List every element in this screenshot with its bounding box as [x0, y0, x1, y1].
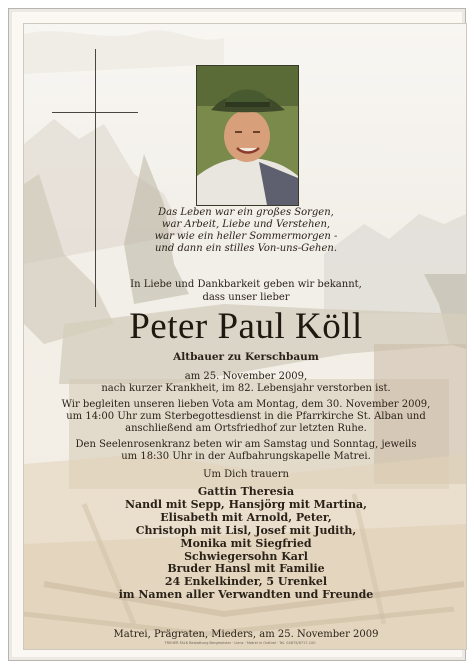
poem	[9, 207, 474, 255]
announcement-intro	[9, 279, 474, 304]
family-line: 24 Enkelkinder, 5 Urenkel	[164, 575, 328, 589]
family-list	[9, 486, 474, 602]
poem-line: war wie ein heller Sommermorgen -	[154, 231, 338, 242]
deceased-title: Altbauer zu Kerschbaum	[173, 351, 319, 363]
deceased-name: Peter Paul Köll	[129, 306, 363, 347]
family-line: Gattin Theresia	[197, 485, 295, 498]
death-notice-line: am 25. November 2009,	[184, 371, 308, 382]
death-notice-line: nach kurzer Krankheit, im 82. Lebensjahr verstorben ist.	[101, 383, 391, 394]
intro-line: In Liebe und Dankbarkeit geben wir bekannt,	[130, 279, 362, 290]
obituary-card	[8, 8, 466, 661]
printer-imprint: TREHER FALK Bestattung Bergmeister · Lienz · Matrei in Osttirol · Tel. 04875/6717-100	[164, 641, 316, 645]
poem-line: war Arbeit, Liebe und Verstehen,	[161, 219, 331, 230]
place-and-date: Matrei, Prägraten, Mieders, am 25. November 2009	[113, 629, 379, 640]
funeral-line: Wir begleiten unseren lieben Vota am Montag, dem 30. November 2009,	[61, 399, 431, 410]
family-line: Christoph mit Lisl, Josef mit Judith,	[135, 523, 357, 537]
family-line: im Namen aller Verwandten und Freunde	[118, 588, 374, 602]
memorial-cross-horizontal	[52, 112, 138, 113]
memorial-cross-vertical	[95, 49, 96, 307]
funeral-details	[9, 399, 474, 435]
portrait-photo	[196, 65, 299, 206]
family-line: Schwiegersohn Karl	[184, 549, 308, 563]
rosary-line: um 18:30 Uhr in der Aufbahrungskapelle Matrei.	[121, 451, 371, 462]
family-line: Elisabeth mit Arnold, Peter,	[160, 510, 332, 524]
poem-line: und dann ein stilles Von-uns-Gehen.	[154, 243, 337, 254]
rosary-line: Den Seelenrosenkranz beten wir am Samstag und Sonntag, jeweils	[75, 439, 417, 450]
funeral-line: anschließend am Ortsfriedhof zur letzten Ruhe.	[125, 423, 367, 434]
mourners-heading: Um Dich trauern	[203, 469, 289, 480]
poem-line: Das Leben war ein großes Sorgen,	[158, 207, 334, 218]
family-line: Bruder Hansl mit Familie	[167, 562, 325, 576]
intro-line: dass unser lieber	[202, 291, 290, 303]
death-notice	[9, 371, 474, 395]
funeral-line: um 14:00 Uhr zum Sterbegottesdienst in die Pfarrkirche St. Alban und	[66, 411, 426, 422]
family-line: Monika mit Siegfried	[180, 536, 312, 550]
rosary-details	[9, 439, 474, 463]
family-line: Nandl mit Sepp, Hansjörg mit Martina,	[125, 497, 367, 511]
